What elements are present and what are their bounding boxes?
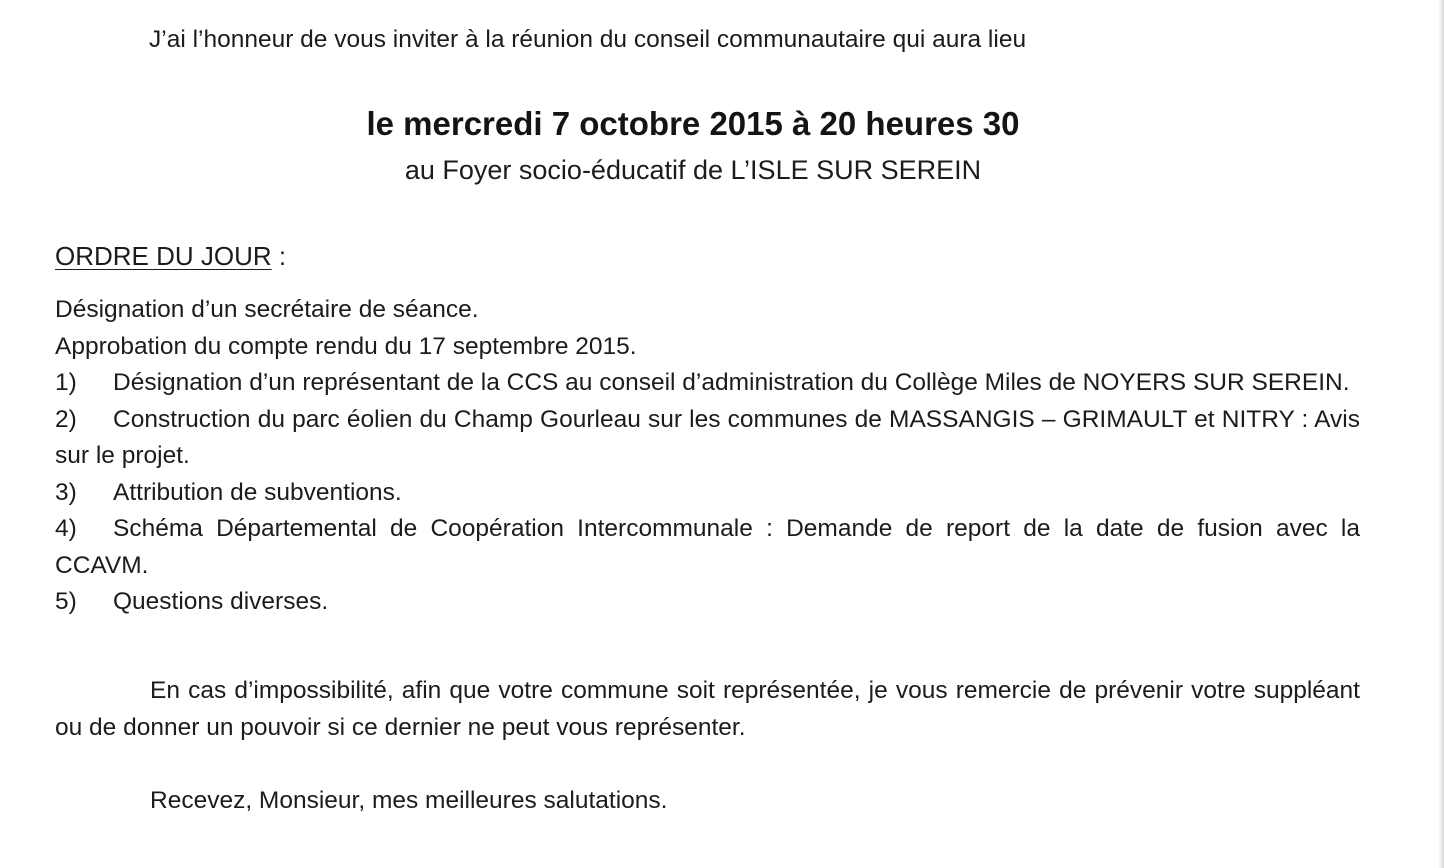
agenda-item (55, 402, 1360, 475)
agenda-item-text: Questions diverses. (113, 588, 329, 615)
agenda-item-number: 3) (55, 478, 77, 506)
agenda-heading-label: ORDRE DU JOUR (55, 241, 272, 271)
agenda-item-number: 2) (55, 405, 77, 433)
agenda-item-text: Attribution de subventions. (113, 478, 402, 506)
agenda-item (55, 475, 1360, 512)
agenda-preliminary: Approbation du compte rendu du 17 septembre 2015. (55, 332, 637, 360)
agenda-preliminary: Désignation d’un secrétaire de séance. (55, 296, 479, 323)
invitation-intro: J’ai l’honneur de vous inviter à la réunion du conseil communautaire qui aura lieu (149, 26, 1027, 53)
agenda-item (55, 584, 1360, 621)
agenda-item-text: Construction du parc éolien du Champ Gourleau sur les communes de MASSANGIS – GRIMAULT et NITRY : Avis sur le projet. (55, 405, 1360, 469)
agenda-body (55, 292, 1360, 621)
salutation: Recevez, Monsieur, mes meilleures salutations. (150, 787, 668, 814)
agenda-item-text: Schéma Départemental de Coopération Intercommunale : Demande de report de la date de fusion avec la CCAVM. (55, 515, 1360, 579)
agenda-heading-colon: : (271, 241, 287, 271)
meeting-date: le mercredi 7 octobre 2015 à 20 heures 30 (366, 105, 1020, 142)
agenda-item-number: 5) (55, 588, 77, 615)
agenda-heading (55, 240, 286, 272)
agenda-item-text: Désignation d’un représentant de la CCS au conseil d’administration du Collège Miles de NOYERS SUR SEREIN. (113, 369, 1350, 396)
agenda-item-number: 1) (55, 369, 77, 396)
closing-paragraph: En cas d’impossibilité, afin que votre commune soit représentée, je vous remercie de prévenir votre suppléant ou de donner un pouvoir si ce dernier ne peut vous représenter. (55, 677, 1360, 741)
agenda-item (55, 365, 1360, 402)
agenda-item (55, 511, 1360, 584)
scan-edge (1438, 0, 1444, 868)
agenda-item-number: 4) (55, 515, 77, 542)
meeting-place: au Foyer socio-éducatif de L’ISLE SUR SEREIN (404, 155, 982, 185)
